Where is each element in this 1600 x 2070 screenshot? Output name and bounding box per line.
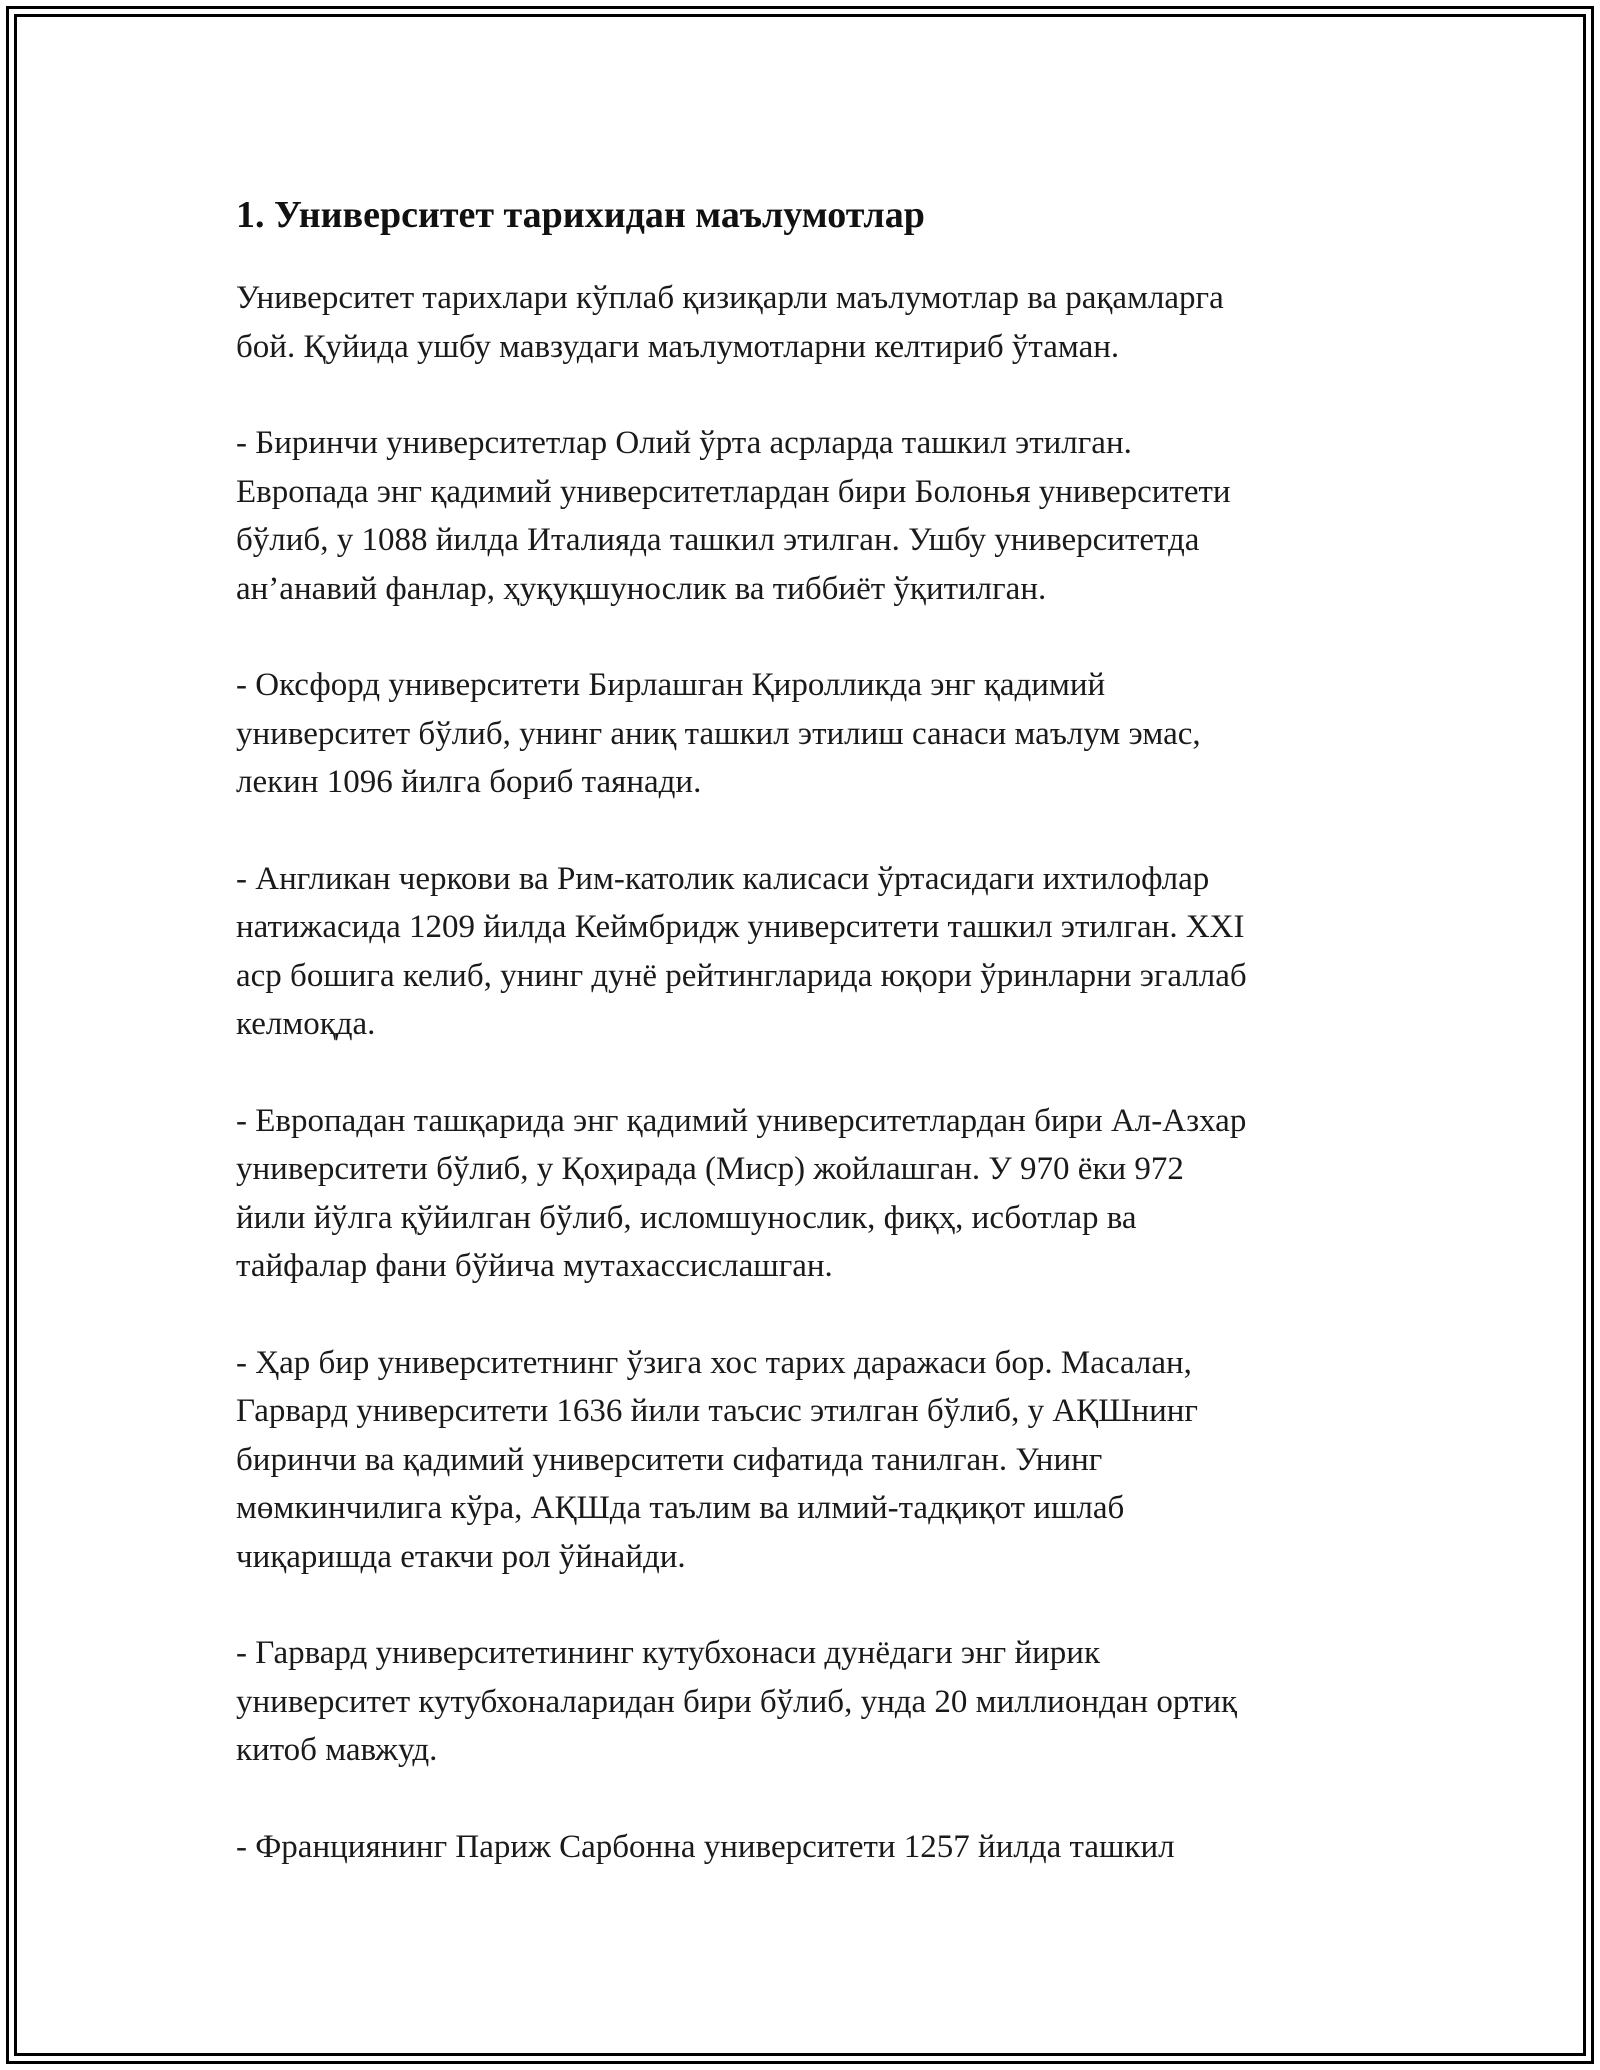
intro-paragraph: Университет тарихлари кўплаб қизиқарли маълумотлар ва рақамларга бой. Қуйида ушбу мавзудаги маълумотларни келтириб ўтаман. <box>236 280 1224 365</box>
paragraph-sorbonne: - Франциянинг Париж Сарбонна университети 1257 йилда ташкил <box>236 1828 1175 1865</box>
paragraph-bologna: - Биринчи университетлар Олий ўрта асрларда ташкил этилган. Европада энг қадимий университетлардан бири Болонья университети бўлиб, у 1088 йилда Италияда ташкил этилган. Ушбу университетда ан’анавий фанлар, ҳуқуқшунослик ва тиббиёт ўқитилган. <box>236 425 1231 607</box>
paragraph-cambridge: - Англикан черкови ва Рим-католик калисаси ўртасидаги ихтилофлар натижасида 1209 йилда Кеймбридж университети ташкил этилган. XXI аср бошига келиб, унинг дунё рейтингларида юқори ўринларни эгаллаб келмоқда. <box>236 860 1247 1042</box>
paragraph-harvard-library: - Гарвард университетининг кутубхонаси дунёдаги энг йирик университет кутубхоналаридан бири бўлиб, унда 20 миллиондан ортиқ китоб мавжуд. <box>236 1635 1238 1768</box>
document-page <box>236 186 1366 1919</box>
section-heading: 1. Университет тарихидан маълумотлар <box>236 194 925 236</box>
paragraph-al-azhar: - Европадан ташқарида энг қадимий университетлардан бири Ал-Азхар университети бўлиб, у Қоҳирада (Миср) жойлашган. У 970 ёки 972 йили йўлга қўйилган бўлиб, исломшунослик, фиқҳ, исботлар ва тайфалар фани бўйича мутахассислашган. <box>236 1102 1247 1284</box>
paragraph-oxford: - Оксфорд университети Бирлашган Қиролликда энг қадимий университет бўлиб, унинг аниқ ташкил этилиш санаси маълум эмас, лекин 1096 йилга бориб таянади. <box>236 667 1201 800</box>
paragraph-harvard: - Ҳар бир университетнинг ўзига хос тарих даражаси бор. Масалан, Гарвард университети 1636 йили таъсис этилган бўлиб, у АҚШнинг биринчи ва қадимий университети сифатида танилган. Унинг мөмкинчилига кўра, АҚШда таълим ва илмий-тадқиқот ишлаб чиқаришда етакчи рол ўйнайди. <box>236 1344 1198 1575</box>
